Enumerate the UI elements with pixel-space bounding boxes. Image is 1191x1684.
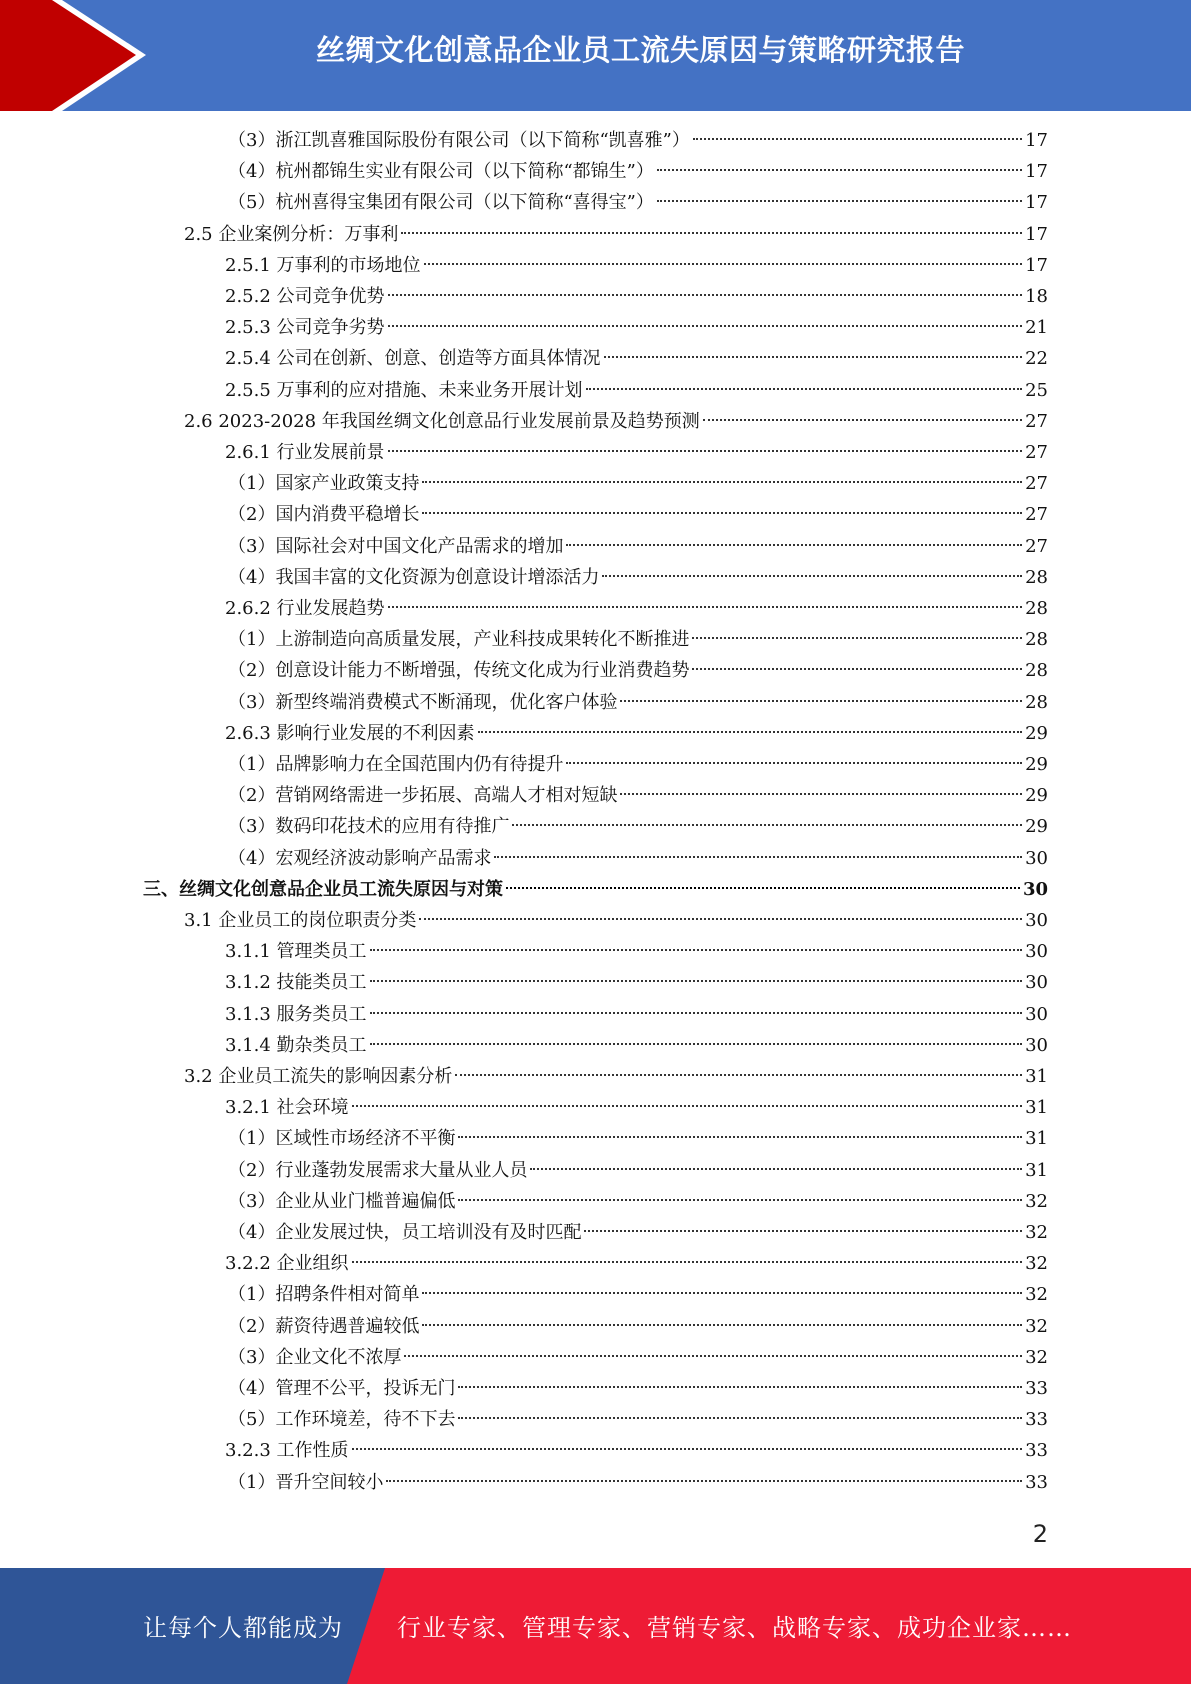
- toc-entry[interactable]: [228, 751, 1048, 779]
- toc-leader-dots: [458, 1136, 1022, 1138]
- toc-leader-dots: [388, 294, 1023, 296]
- toc-leader-dots: [458, 1386, 1022, 1388]
- toc-entry-label: 3.1.3 服务类员工: [225, 1003, 367, 1025]
- toc-entry-label: 3.2.2 企业组织: [225, 1253, 349, 1275]
- toc-leader-dots: [370, 1043, 1023, 1045]
- toc-entry-label: 2.5.2 公司竞争优势: [225, 286, 385, 307]
- toc-entry-label: （2）薪资待遇普遍较低: [228, 1315, 420, 1337]
- toc-entry[interactable]: [228, 1281, 1048, 1309]
- toc-entry[interactable]: [225, 1250, 1048, 1278]
- toc-entry-label: 2.6.3 影响行业发展的不利因素: [225, 722, 475, 744]
- footer-slogan-left: 让每个人都能成为: [143, 1614, 343, 1642]
- footer-slogan-right: 行业专家、管理专家、营销专家、战略专家、成功企业家……: [397, 1614, 1072, 1642]
- toc-leader-dots: [370, 980, 1023, 982]
- toc-entry-label: 三、丝绸文化创意品企业员工流失原因与对策: [143, 878, 503, 900]
- toc-entry-page: 29: [1025, 816, 1048, 838]
- toc-entry[interactable]: [225, 283, 1048, 311]
- toc-entry[interactable]: [228, 158, 1048, 186]
- toc-entry[interactable]: [228, 189, 1048, 217]
- toc-entry-page: 30: [1025, 847, 1048, 869]
- toc-entry[interactable]: [184, 907, 1048, 935]
- toc-entry-label: 2.6.2 行业发展趋势: [225, 598, 385, 619]
- toc-entry-page: 32: [1025, 1284, 1048, 1306]
- toc-entry-page: 28: [1025, 598, 1048, 619]
- toc-entry[interactable]: [225, 345, 1048, 373]
- toc-entry[interactable]: [228, 564, 1048, 592]
- toc-entry-label: （1）晋升空间较小: [228, 1471, 384, 1493]
- toc-entry-label: （2）国内消费平稳增长: [228, 504, 420, 526]
- toc-entry-label: 3.1.4 勤杂类员工: [225, 1034, 367, 1056]
- toc-entry-page: 31: [1025, 1128, 1048, 1150]
- toc-entry-label: （1）上游制造向高质量发展，产业科技成果转化不断推进: [228, 629, 690, 651]
- toc-entry-page: 27: [1025, 473, 1048, 495]
- toc-entry-label: 3.1.2 技能类员工: [225, 972, 367, 994]
- toc-leader-dots: [620, 700, 1022, 702]
- toc-entry[interactable]: [228, 1344, 1048, 1372]
- toc-entry-label: （3）企业从业门槛普遍偏低: [228, 1190, 456, 1212]
- toc-entry-page: 17: [1025, 192, 1048, 214]
- toc-entry[interactable]: [225, 595, 1048, 623]
- toc-entry-page: 21: [1025, 317, 1048, 339]
- toc-entry-label: （4）管理不公平，投诉无门: [228, 1378, 456, 1399]
- toc-entry-label: （4）杭州都锦生实业有限公司（以下简称“都锦生”）: [228, 161, 654, 183]
- toc-leader-dots: [422, 1324, 1022, 1326]
- toc-entry-page: 27: [1025, 442, 1048, 463]
- toc-leader-dots: [602, 575, 1022, 577]
- toc-entry[interactable]: [228, 1406, 1048, 1434]
- toc-leader-dots: [586, 388, 1023, 390]
- toc-entry[interactable]: [228, 626, 1048, 654]
- toc-leader-dots: [388, 450, 1023, 452]
- toc-entry-label: （3）企业文化不浓厚: [228, 1346, 402, 1368]
- toc-leader-dots: [620, 793, 1022, 795]
- toc-leader-dots: [703, 419, 1022, 421]
- toc-leader-dots: [422, 481, 1022, 483]
- toc-leader-dots: [388, 325, 1023, 327]
- toc-leader-dots: [478, 731, 1023, 733]
- toc-entry-label: 3.2 企业员工流失的影响因素分析: [184, 1066, 453, 1087]
- toc-leader-dots: [370, 1012, 1023, 1014]
- toc-leader-dots: [455, 1074, 1022, 1076]
- toc-entry-page: 29: [1025, 785, 1048, 807]
- toc-entry[interactable]: [184, 408, 1048, 436]
- toc-entry-label: （5）工作环境差，待不下去: [228, 1409, 456, 1431]
- toc-leader-dots: [657, 200, 1022, 202]
- toc-entry-label: 2.5.3 公司竞争劣势: [225, 317, 385, 339]
- toc-entry-page: 31: [1025, 1159, 1048, 1181]
- toc-entry[interactable]: [228, 1188, 1048, 1216]
- toc-entry[interactable]: [228, 1219, 1048, 1247]
- toc-entry-label: （2）行业蓬勃发展需求大量从业人员: [228, 1159, 528, 1181]
- toc-entry-label: （3）新型终端消费模式不断涌现，优化客户体验: [228, 691, 618, 713]
- toc-leader-dots: [566, 544, 1022, 546]
- toc-entry-label: 2.6.1 行业发展前景: [225, 442, 385, 463]
- toc-entry-label: 3.2.3 工作性质: [225, 1440, 349, 1462]
- toc-entry-page: 32: [1025, 1315, 1048, 1337]
- toc-entry-page: 30: [1025, 941, 1048, 963]
- toc-entry-page: 22: [1025, 348, 1048, 370]
- toc-entry[interactable]: [143, 876, 1048, 904]
- toc-leader-dots: [401, 232, 1022, 234]
- toc-entry-page: 32: [1025, 1346, 1048, 1368]
- toc-entry[interactable]: [228, 813, 1048, 841]
- toc-leader-dots: [494, 856, 1022, 858]
- toc-leader-dots: [419, 918, 1022, 920]
- toc-entry-label: （4）我国丰富的文化资源为创意设计增添活力: [228, 566, 600, 588]
- toc-entry[interactable]: [228, 501, 1048, 529]
- toc-entry-label: （4）宏观经济波动影响产品需求: [228, 847, 492, 869]
- toc-entry-page: 17: [1025, 130, 1048, 151]
- toc-entry-page: 30: [1022, 878, 1048, 900]
- page-number: 2: [1032, 1520, 1048, 1548]
- toc-leader-dots: [404, 1355, 1022, 1357]
- toc-entry-page: 32: [1025, 1190, 1048, 1212]
- toc-entry-page: 28: [1025, 566, 1048, 588]
- toc-entry-label: 3.2.1 社会环境: [225, 1097, 349, 1119]
- toc-entry-page: 29: [1025, 722, 1048, 744]
- toc-entry-page: 25: [1025, 379, 1048, 401]
- toc-entry-label: （4）企业发展过快，员工培训没有及时匹配: [228, 1222, 582, 1243]
- toc-entry-label: 2.5.4 公司在创新、创意、创造等方面具体情况: [225, 348, 601, 370]
- toc-entry-label: 3.1 企业员工的岗位职责分类: [184, 910, 417, 931]
- toc-entry[interactable]: [228, 782, 1048, 810]
- toc-entry-label: （5）杭州喜得宝集团有限公司（以下简称“喜得宝”）: [228, 192, 654, 214]
- toc-leader-dots: [422, 1292, 1022, 1294]
- toc-entry-page: 28: [1025, 691, 1048, 713]
- header-title: 丝绸文化创意品企业员工流失原因与策略研究报告: [315, 33, 965, 67]
- toc-entry[interactable]: [225, 938, 1048, 966]
- toc-entry[interactable]: [225, 252, 1048, 280]
- toc-leader-dots: [422, 512, 1022, 514]
- toc-entry-page: 29: [1025, 754, 1048, 775]
- toc-entry-page: 17: [1025, 161, 1048, 183]
- toc-entry[interactable]: [225, 969, 1048, 997]
- toc-entry-label: 2.6 2023-2028 年我国丝绸文化创意品行业发展前景及趋势预测: [184, 410, 700, 432]
- toc-leader-dots: [693, 138, 1022, 140]
- toc-entry[interactable]: [225, 314, 1048, 342]
- toc-entry[interactable]: [228, 1313, 1048, 1341]
- toc-entry-label: （2）创意设计能力不断增强，传统文化成为行业消费趋势: [228, 660, 690, 682]
- toc-entry[interactable]: [228, 1469, 1048, 1497]
- page-header: [0, 0, 1191, 111]
- toc-entry-page: 28: [1025, 660, 1048, 682]
- toc-leader-dots: [352, 1261, 1023, 1263]
- toc-entry-page: 17: [1025, 223, 1048, 245]
- toc-entry[interactable]: [184, 1063, 1048, 1091]
- toc-entry-page: 27: [1025, 504, 1048, 526]
- toc-entry[interactable]: [225, 1001, 1048, 1029]
- toc-entry-page: 33: [1025, 1440, 1048, 1462]
- toc-entry[interactable]: [228, 470, 1048, 498]
- toc-entry-label: （1）区域性市场经济不平衡: [228, 1128, 456, 1150]
- toc-entry-label: （3）数码印花技术的应用有待推广: [228, 816, 510, 838]
- toc-entry[interactable]: [225, 439, 1048, 467]
- toc-entry[interactable]: [228, 533, 1048, 561]
- toc-leader-dots: [458, 1417, 1022, 1419]
- toc-leader-dots: [370, 949, 1023, 951]
- toc-entry-page: 32: [1025, 1253, 1048, 1275]
- toc-entry[interactable]: [228, 1375, 1048, 1403]
- toc-leader-dots: [424, 263, 1023, 265]
- toc-entry-page: 33: [1025, 1409, 1048, 1431]
- toc-entry-page: 27: [1025, 535, 1048, 557]
- toc-leader-dots: [512, 824, 1022, 826]
- toc-entry-label: （3）浙江凯喜雅国际股份有限公司（以下简称“凯喜雅”）: [228, 130, 690, 151]
- toc-entry[interactable]: [225, 377, 1048, 405]
- toc-entry[interactable]: [228, 127, 1048, 155]
- toc-entry[interactable]: [225, 720, 1048, 748]
- toc-leader-dots: [657, 169, 1022, 171]
- toc-leader-dots: [584, 1230, 1022, 1232]
- toc-leader-dots: [566, 762, 1022, 764]
- toc-entry[interactable]: [184, 221, 1048, 249]
- toc-entry-label: （1）国家产业政策支持: [228, 473, 420, 495]
- toc-entry-page: 30: [1025, 910, 1048, 931]
- toc-leader-dots: [692, 637, 1022, 639]
- toc-entry-page: 32: [1025, 1222, 1048, 1243]
- toc-leader-dots: [458, 1199, 1022, 1201]
- toc-entry-label: 2.5.5 万事利的应对措施、未来业务开展计划: [225, 379, 583, 401]
- toc-entry-label: 3.1.1 管理类员工: [225, 941, 367, 963]
- toc-leader-dots: [604, 356, 1023, 358]
- toc-entry-page: 31: [1025, 1097, 1048, 1119]
- toc-entry[interactable]: [228, 1125, 1048, 1153]
- toc-entry-label: （2）营销网络需进一步拓展、高端人才相对短缺: [228, 785, 618, 807]
- toc-entry-page: 18: [1025, 286, 1048, 307]
- toc-entry-page: 30: [1025, 1034, 1048, 1056]
- toc-entry[interactable]: [228, 689, 1048, 717]
- toc-leader-dots: [388, 606, 1023, 608]
- toc-entry[interactable]: [225, 1032, 1048, 1060]
- toc-entry-page: 30: [1025, 972, 1048, 994]
- toc-entry[interactable]: [228, 657, 1048, 685]
- page-footer: [0, 1568, 1191, 1684]
- toc-entry[interactable]: [225, 1094, 1048, 1122]
- toc-entry-label: （1）品牌影响力在全国范围内仍有待提升: [228, 754, 564, 775]
- toc-leader-dots: [352, 1105, 1023, 1107]
- toc-leader-dots: [352, 1448, 1023, 1450]
- toc-entry-label: 2.5.1 万事利的市场地位: [225, 254, 421, 276]
- toc-leader-dots: [386, 1480, 1022, 1482]
- toc-entry-page: 33: [1025, 1378, 1048, 1399]
- toc-leader-dots: [530, 1168, 1022, 1170]
- toc-entry-page: 27: [1025, 410, 1048, 432]
- toc-entry[interactable]: [228, 845, 1048, 873]
- toc-leader-dots: [692, 668, 1022, 670]
- toc-entry-page: 28: [1025, 629, 1048, 651]
- toc-entry-label: 2.5 企业案例分析：万事利: [184, 223, 399, 245]
- toc-entry-label: （1）招聘条件相对简单: [228, 1284, 420, 1306]
- toc-entry[interactable]: [225, 1437, 1048, 1465]
- toc-entry-page: 30: [1025, 1003, 1048, 1025]
- toc-leader-dots: [506, 887, 1020, 889]
- toc-entry[interactable]: [228, 1157, 1048, 1185]
- toc-entry-page: 17: [1025, 254, 1048, 276]
- toc-entry-page: 33: [1025, 1471, 1048, 1493]
- toc-entry-label: （3）国际社会对中国文化产品需求的增加: [228, 535, 564, 557]
- toc-entry-page: 31: [1025, 1066, 1048, 1087]
